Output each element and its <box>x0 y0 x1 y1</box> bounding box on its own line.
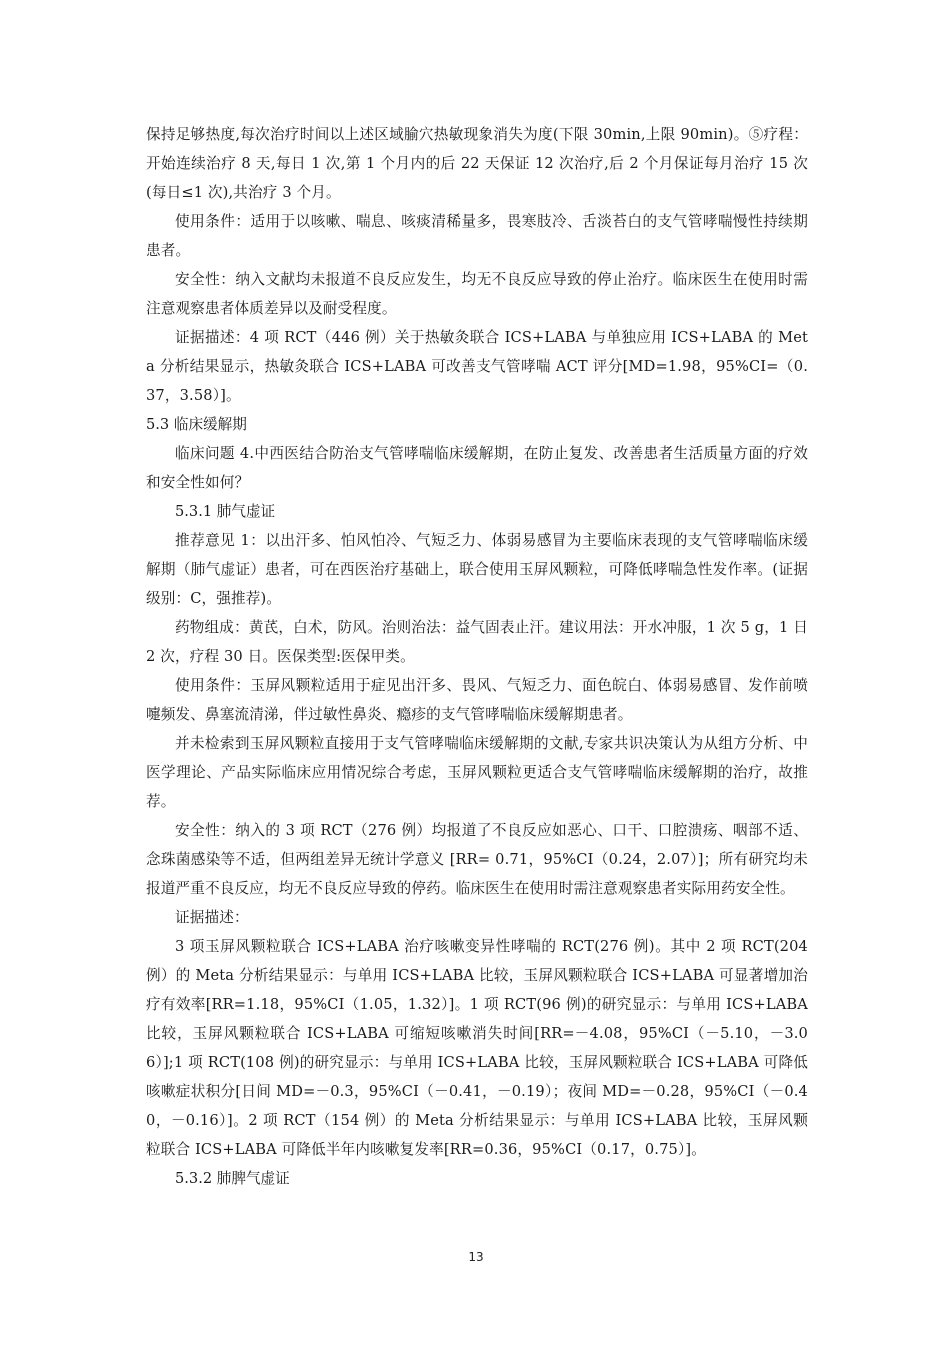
paragraph-evidence: 证据描述：4 项 RCT（446 例）关于热敏灸联合 ICS+LABA 与单独应用 ICS+LABA 的 Meta 分析结果显示，热敏灸联合 ICS+LABA 可改善支气管哮喘 ACT 评分[MD=1.98，95%CI=（0.37，3.58）]。 <box>146 329 808 404</box>
subsection-heading-lung-qi-deficiency: 5.3.1 肺气虚证 <box>175 503 276 520</box>
section-heading-remission: 5.3 临床缓解期 <box>146 416 247 433</box>
subsection-heading-lung-spleen-qi-deficiency: 5.3.2 肺脾气虚证 <box>175 1170 290 1187</box>
paragraph-safety: 安全性：纳入文献均未报道不良反应发生，均无不良反应导致的停止治疗。临床医生在使用时需注意观察患者体质差异以及耐受程度。 <box>146 271 808 317</box>
paragraph-evidence-label: 证据描述： <box>175 909 249 926</box>
paragraph-expert-consensus: 并未检索到玉屏风颗粒直接用于支气管哮喘临床缓解期的文献,专家共识决策认为从组方分析、中医学理论、产品实际临床应用情况综合考虑，玉屏风颗粒更适合支气管哮喘临床缓解期的治疗，故推荐。 <box>146 735 808 810</box>
paragraph-treatment-course: 保持足够热度,每次治疗时间以上述区域腧穴热敏现象消失为度(下限 30min,上限 90min)。⑤疗程：开始连续治疗 8 天,每日 1 次,第 1 个月内的后 22 天保证 12 次治疗,后 2 个月保证每月治疗 15 次(每日≤1 次),共治疗 3 个月。 <box>146 126 808 201</box>
paragraph-recommendation: 推荐意见 1：以出汗多、怕风怕冷、气短乏力、体弱易感冒为主要临床表现的支气管哮喘临床缓解期（肺气虚证）患者，可在西医治疗基础上，联合使用玉屏风颗粒，可降低哮喘急性发作率。(证据级别：C，强推荐)。 <box>146 532 808 607</box>
page-number: 13 <box>468 1250 484 1264</box>
paragraph-usage-conditions: 使用条件：适用于以咳嗽、喘息、咳痰清稀量多，畏寒肢冷、舌淡苔白的支气管哮喘慢性持续期患者。 <box>146 213 808 259</box>
paragraph-safety-2: 安全性：纳入的 3 项 RCT（276 例）均报道了不良反应如恶心、口干、口腔溃疡、咽部不适、念珠菌感染等不适，但两组差异无统计学意义 [RR= 0.71，95%CI（0.24，2.07）]；所有研究均未报道严重不良反应，均无不良反应导致的停药。临床医生在使用时需注意观察患者实际用药安全性。 <box>146 822 808 897</box>
document-page <box>146 120 808 1193</box>
paragraph-clinical-question: 临床问题 4.中西医结合防治支气管哮喘临床缓解期，在防止复发、改善患者生活质量方面的疗效和安全性如何？ <box>146 445 808 491</box>
paragraph-evidence-detail: 3 项玉屏风颗粒联合 ICS+LABA 治疗咳嗽变异性哮喘的 RCT(276 例)。其中 2 项 RCT(204 例）的 Meta 分析结果显示：与单用 ICS+LABA 比较，玉屏风颗粒联合 ICS+LABA 可显著增加治疗有效率[RR=1.18，95%CI（1.05，1.32）]。1 项 RCT(96 例)的研究显示：与单用 ICS+LABA 比较，玉屏风颗粒联合 ICS+LABA 可缩短咳嗽消失时间[RR=－4.08，95%CI（－5.10，－3.06）];1 项 RCT(108 例)的研究显示：与单用 ICS+LABA 比较，玉屏风颗粒联合 ICS+LABA 可降低咳嗽症状积分[日间 MD=－0.3，95%CI（－0.41，－0.19）；夜间 MD=－0.28，95%CI（－0.40，－0.16）]。2 项 RCT（154 例）的 Meta 分析结果显示：与单用 ICS+LABA 比较，玉屏风颗粒联合 ICS+LABA 可降低半年内咳嗽复发率[RR=0.36，95%CI（0.17，0.75）]。 <box>146 938 808 1158</box>
paragraph-drug-composition: 药物组成：黄芪，白术，防风。治则治法：益气固表止汗。建议用法：开水冲服，1 次 5 g，1 日 2 次，疗程 30 日。医保类型:医保甲类。 <box>146 619 808 665</box>
paragraph-usage-conditions-2: 使用条件：玉屏风颗粒适用于症见出汗多、畏风、气短乏力、面色皖白、体弱易感冒、发作前喷嚏频发、鼻塞流清涕，伴过敏性鼻炎、瘾疹的支气管哮喘临床缓解期患者。 <box>146 677 808 723</box>
